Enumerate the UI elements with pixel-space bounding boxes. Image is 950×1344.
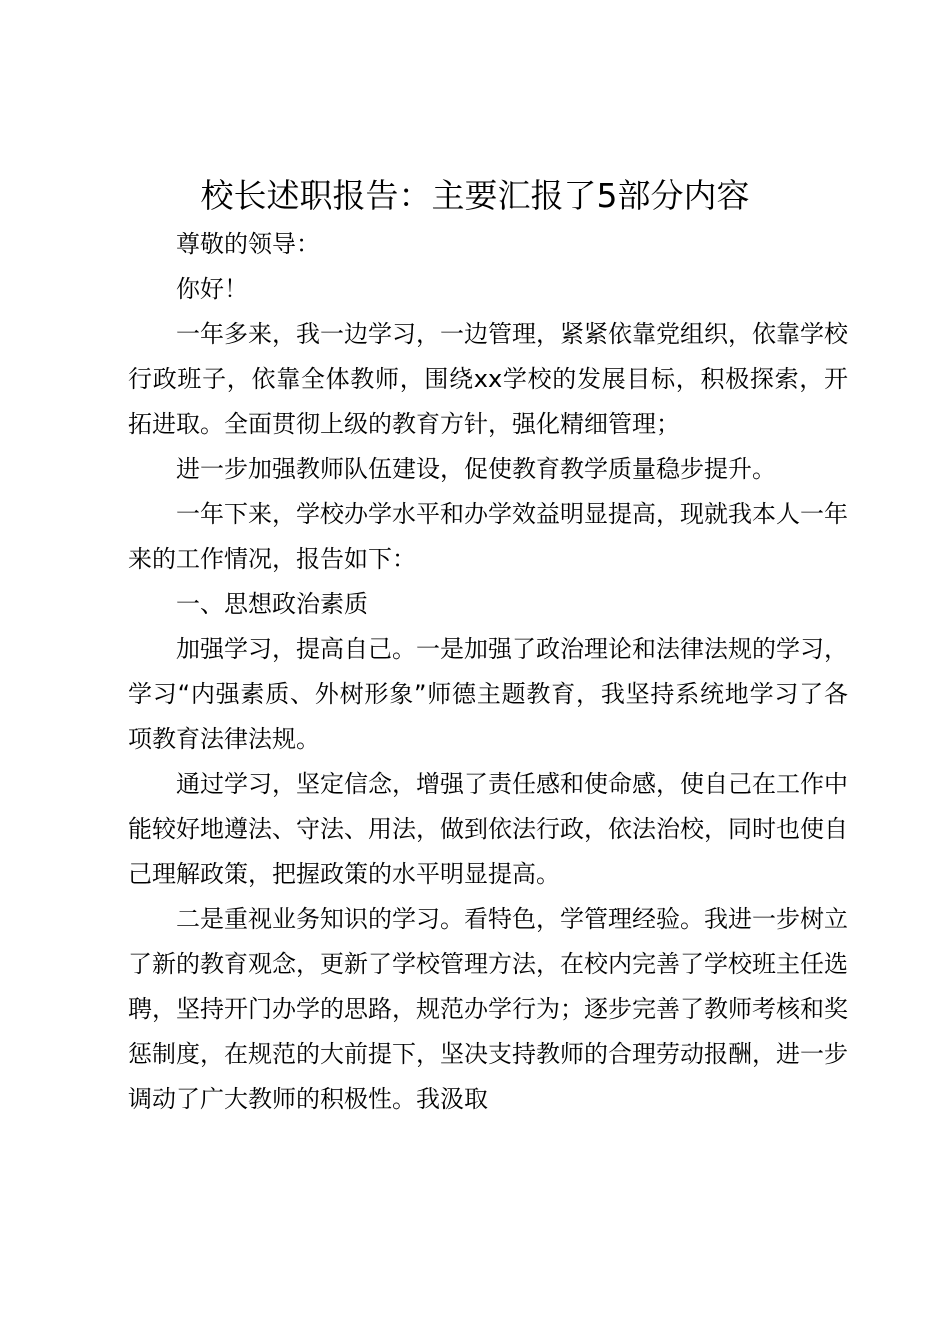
paragraph-study: 加强学习，提高自己。一是加强了政治理论和法律法规的学习，学习“内强素质、外树形象”师德主题教育，我坚持系统地学习了各项教育法律法规。 (128, 635, 848, 753)
greeting: 你好！ (176, 275, 248, 303)
document-body (128, 222, 848, 1122)
paragraph-intro: 一年多来，我一边学习，一边管理，紧紧依靠党组织，依靠学校行政班子，依靠全体教师，围绕xx学校的发展目标，积极探索，开拓进取。全面贯彻上级的教育方针，强化精细管理； (128, 320, 848, 438)
document-title: 校长述职报告：主要汇报了5部分内容 (200, 176, 750, 215)
paragraph-business-knowledge: 二是重视业务知识的学习。看特色，学管理经验。我进一步树立了新的教育观念，更新了学校管理方法，在校内完善了学校班主任选聘，坚持开门办学的思路，规范办学行为；逐步完善了教师考核和奖惩制度，在规范的大前提下，坚决支持教师的合理劳动报酬，进一步调动了广大教师的积极性。我汲取 (128, 905, 848, 1113)
paragraph-teacher-team: 进一步加强教师队伍建设，促使教育教学质量稳步提升。 (176, 455, 776, 483)
paragraph-summary: 一年下来，学校办学水平和办学效益明显提高，现就我本人一年来的工作情况，报告如下： (128, 500, 848, 573)
paragraph-belief: 通过学习，坚定信念，增强了责任感和使命感，使自己在工作中能较好地遵法、守法、用法，做到依法行政，依法治校，同时也使自己理解政策，把握政策的水平明显提高。 (128, 770, 848, 888)
salutation: 尊敬的领导： (176, 230, 320, 258)
section-heading-political: 一、思想政治素质 (176, 590, 368, 618)
